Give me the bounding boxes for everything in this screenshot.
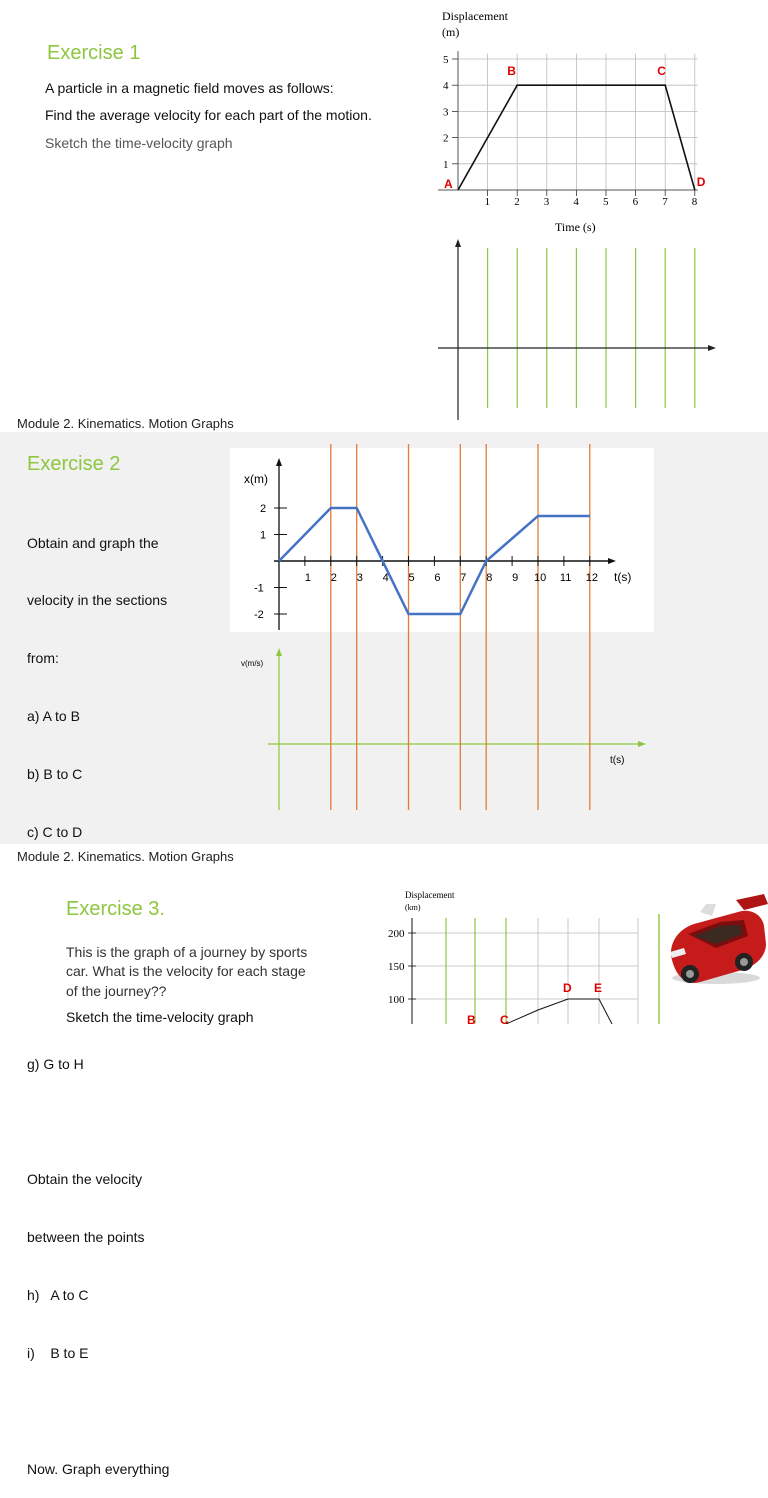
x-tick-label: 2 — [514, 196, 520, 208]
exercise-3-title: Exercise 3. — [66, 898, 165, 920]
exercise-1-line-3: Sketch the time-velocity graph — [45, 135, 233, 151]
graph3-point-labels — [467, 981, 602, 1024]
ex2-line: c) C to D — [27, 824, 83, 841]
graph1-ylabel-line1: Displacement — [442, 9, 508, 23]
ex2-line: from: — [27, 650, 59, 667]
g2-x-arrow-icon — [608, 558, 616, 564]
y-tick-label: -1 — [254, 582, 264, 595]
y-tick-label: 3 — [443, 106, 449, 119]
y-tick-label: 2 — [260, 503, 267, 515]
y-tick-label: 100 — [388, 994, 405, 1006]
ex2-line: h) A to C — [27, 1287, 89, 1304]
x-tick-label: 7 — [662, 196, 668, 208]
x-tick-label: 2 — [330, 572, 337, 584]
x-tick-label: 5 — [408, 572, 415, 584]
displacement-time-graph-1 — [420, 0, 750, 240]
x-tick-label: 9 — [512, 572, 519, 584]
x-tick-label: 8 — [691, 196, 698, 208]
graph3-ylabel-line2: (km) — [405, 903, 421, 912]
displacement-time-graph-3 — [380, 884, 670, 1024]
vgraph-xlabel: t(s) — [610, 755, 625, 766]
x-tick-label: 11 — [559, 572, 572, 584]
point-label-c: C — [500, 1013, 509, 1024]
exercise-3-line-2: car. What is the velocity for each stage — [66, 963, 306, 979]
ex2-line — [27, 1402, 169, 1421]
point-label-a: A — [444, 177, 453, 191]
y-tick-label: 2 — [443, 132, 449, 145]
sketch1-x-arrow-icon — [708, 345, 716, 351]
x-tick-label: 1 — [304, 572, 312, 584]
ex2-line: velocity in the sections — [27, 592, 168, 609]
ex2-time-markers — [331, 444, 590, 810]
sketch1-time-lines — [488, 248, 695, 408]
ex2-line: Obtain the velocity — [27, 1171, 143, 1188]
point-label-d: D — [696, 175, 706, 189]
y-tick-label: 1 — [260, 529, 267, 542]
point-label-b: B — [467, 1013, 476, 1024]
graph3-ylabel-line1: Displacement — [405, 890, 455, 900]
g2-y-arrow-icon — [276, 458, 282, 466]
x-tick-label: 12 — [585, 572, 599, 584]
footer-2: Module 2. Kinematics. Motion Graphs — [17, 849, 234, 864]
point-label-b: B — [507, 64, 516, 79]
exercise-3-line-1: This is the graph of a journey by sports — [66, 944, 308, 960]
exercise-1-title: Exercise 1 — [47, 42, 141, 64]
exercise-3-line-4: Sketch the time-velocity graph — [66, 1009, 254, 1025]
graph1-point-labels — [444, 64, 706, 191]
point-label-c: C — [657, 64, 666, 79]
x-tick-label: 3 — [543, 196, 550, 208]
exercise-1-line-1: A particle in a magnetic field moves as follows: — [45, 80, 334, 96]
footer-1: Module 2. Kinematics. Motion Graphs — [17, 416, 234, 431]
ex2-line: i) B to E — [27, 1345, 89, 1362]
ex2-line: Obtain and graph the — [27, 534, 159, 551]
ex2-line: between the points — [27, 1229, 145, 1246]
ex2-line: a) A to B — [27, 708, 80, 725]
vgraph-y-arrow-icon — [276, 648, 282, 656]
vgraph-x-arrow-icon — [638, 741, 646, 747]
ex2-line: Now. Graph everything — [27, 1460, 170, 1477]
graph1-ylabel-line2: (m) — [442, 25, 460, 39]
y-tick-label: -2 — [254, 609, 264, 621]
exercise-1-line-2: Find the average velocity for each part of the motion. — [45, 107, 372, 123]
x-tick-label: 8 — [486, 572, 493, 584]
x-tick-label: 4 — [573, 196, 579, 208]
sports-car-image — [664, 892, 768, 992]
y-tick-label: 200 — [388, 928, 405, 940]
x-tick-label: 7 — [460, 572, 467, 584]
point-label-e: E — [594, 981, 603, 995]
exercise-2-title: Exercise 2 — [27, 453, 121, 475]
graph1-xlabel: Time (s) — [555, 220, 596, 234]
velocity-sketch-axes-1 — [430, 238, 720, 420]
graph3-journey-line — [506, 999, 612, 1024]
x-tick-label: 3 — [356, 572, 363, 584]
g2-xlabel: t(s) — [614, 570, 632, 584]
y-tick-label: 150 — [388, 961, 405, 973]
exercise-3-line-3: of the journey?? — [66, 983, 167, 999]
sketch1-y-arrow-icon — [455, 239, 461, 247]
point-label-d: D — [563, 981, 572, 995]
ex2-line — [27, 1113, 169, 1132]
ex2-line: g) G to H — [27, 1055, 84, 1072]
x-tick-label: 6 — [632, 196, 639, 208]
ex2-graphs — [230, 440, 660, 820]
x-tick-label: 4 — [382, 572, 389, 584]
g2-ylabel: x(m) — [244, 472, 268, 486]
y-tick-label: 4 — [443, 80, 449, 93]
y-tick-label: 1 — [443, 158, 449, 171]
x-tick-label: 10 — [534, 572, 547, 584]
g2-ticks — [254, 503, 598, 621]
ex2-line: b) B to C — [27, 766, 83, 783]
y-tick-label: 5 — [443, 54, 449, 66]
x-tick-label: 1 — [484, 196, 491, 208]
x-tick-label: 6 — [434, 572, 441, 584]
vgraph-ylabel: v(m/s) — [241, 659, 264, 668]
x-tick-label: 5 — [603, 196, 609, 208]
